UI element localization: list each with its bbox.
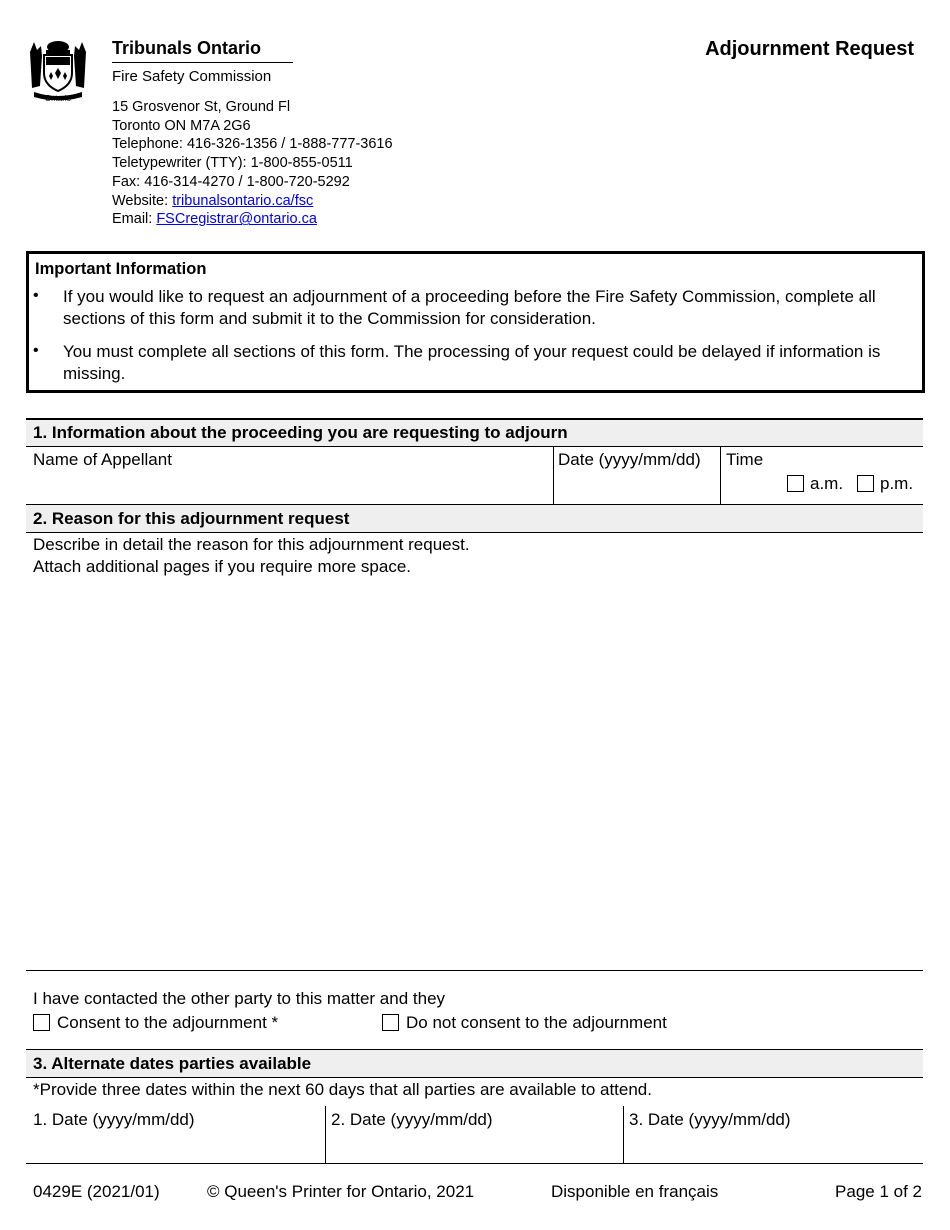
important-bullet-1: If you would like to request an adjournment of a proceeding before the Fire Safety Commission, complete all sections of this form and submit it to the Commission for consideration. — [63, 287, 876, 328]
section3-divider — [623, 1106, 624, 1163]
consent-checkbox[interactable] — [33, 1014, 50, 1031]
email-link[interactable]: FSCregistrar@ontario.ca — [156, 211, 317, 228]
telephone: Telephone: 416-326-1356 / 1-888-777-3616 — [112, 136, 393, 153]
alternate-dates-instruction: *Provide three dates within the next 60 days that all parties are available to attend. — [33, 1080, 652, 1099]
am-label: a.m. — [810, 474, 844, 493]
time-label: Time — [726, 450, 764, 469]
bullet-icon: • — [33, 342, 39, 359]
section3-divider — [325, 1106, 326, 1163]
appellant-name-label: Name of Appellant — [33, 450, 172, 469]
form-number: 0429E (2021/01) — [33, 1182, 160, 1201]
fax: Fax: 416-314-4270 / 1-800-720-5292 — [112, 173, 350, 190]
address-block — [112, 98, 393, 229]
address-line-2: Toronto ON M7A 2G6 — [112, 117, 251, 134]
reason-instruction-1: Describe in detail the reason for this adjournment request. — [33, 535, 470, 554]
logo-caption: Ontario — [44, 94, 72, 103]
french-availability: Disponible en français — [551, 1182, 719, 1201]
email-label: Email: — [112, 211, 157, 228]
alt-date-3-field[interactable] — [625, 1132, 920, 1161]
section1-header — [26, 420, 923, 446]
email-row — [112, 210, 393, 229]
alt-date-2-label: 2. Date (yyyy/mm/dd) — [331, 1110, 493, 1129]
bullet-icon: • — [33, 287, 39, 304]
proceeding-date-label: Date (yyyy/mm/dd) — [558, 450, 701, 469]
tty: Teletypewriter (TTY): 1-800-855-0511 — [112, 155, 353, 172]
website-link[interactable]: tribunalsontario.ca/fsc — [172, 192, 314, 209]
website-label: Website: — [112, 192, 173, 209]
section2-title: 2. Reason for this adjournment request — [33, 508, 350, 528]
page-number: Page 1 of 2 — [835, 1182, 922, 1201]
section3-header — [26, 1050, 923, 1077]
reason-bottom-rule — [26, 970, 923, 971]
contact-statement: I have contacted the other party to this matter and they — [33, 989, 446, 1008]
address-line-1: 15 Grosvenor St, Ground Fl — [112, 99, 291, 115]
reason-text-area[interactable] — [27, 582, 922, 968]
section2-header — [26, 505, 923, 532]
no-consent-label: Do not consent to the adjournment — [406, 1013, 667, 1032]
website-row — [112, 192, 393, 211]
important-bullet-2: You must complete all sections of this form. The processing of your request could be delayed if information is missing. — [63, 342, 881, 383]
form-title: Adjournment Request — [705, 38, 914, 60]
section1-divider — [553, 447, 554, 504]
alt-date-1-field[interactable] — [27, 1132, 323, 1161]
section1-header-rule — [26, 446, 923, 447]
time-field[interactable] — [722, 472, 782, 502]
alt-date-1-label: 1. Date (yyyy/mm/dd) — [33, 1110, 195, 1129]
section3-title: 3. Alternate dates parties available — [33, 1053, 312, 1073]
org-subtitle: Fire Safety Commission — [112, 68, 272, 85]
section1-divider — [720, 447, 721, 504]
important-information-box — [26, 251, 925, 393]
alt-date-3-label: 3. Date (yyyy/mm/dd) — [629, 1110, 791, 1129]
section1-title: 1. Information about the proceeding you are requesting to adjourn — [33, 423, 568, 442]
proceeding-date-field[interactable] — [555, 472, 718, 502]
consent-label: Consent to the adjournment * — [57, 1013, 279, 1032]
pm-checkbox[interactable] — [857, 475, 874, 492]
appellant-name-field[interactable] — [27, 472, 551, 502]
am-checkbox[interactable] — [787, 475, 804, 492]
pm-label: p.m. — [880, 474, 914, 493]
no-consent-checkbox[interactable] — [382, 1014, 399, 1031]
org-name: Tribunals Ontario — [112, 38, 262, 58]
alt-date-2-field[interactable] — [327, 1132, 621, 1161]
org-rule — [112, 62, 293, 63]
section3-header-rule — [26, 1077, 923, 1078]
section2-header-rule — [26, 532, 923, 533]
section3-bottom-rule — [26, 1163, 923, 1164]
reason-instruction-2: Attach additional pages if you require more space. — [33, 557, 412, 576]
important-title: Important Information — [35, 260, 207, 278]
copyright: © Queen's Printer for Ontario, 2021 — [207, 1182, 475, 1201]
